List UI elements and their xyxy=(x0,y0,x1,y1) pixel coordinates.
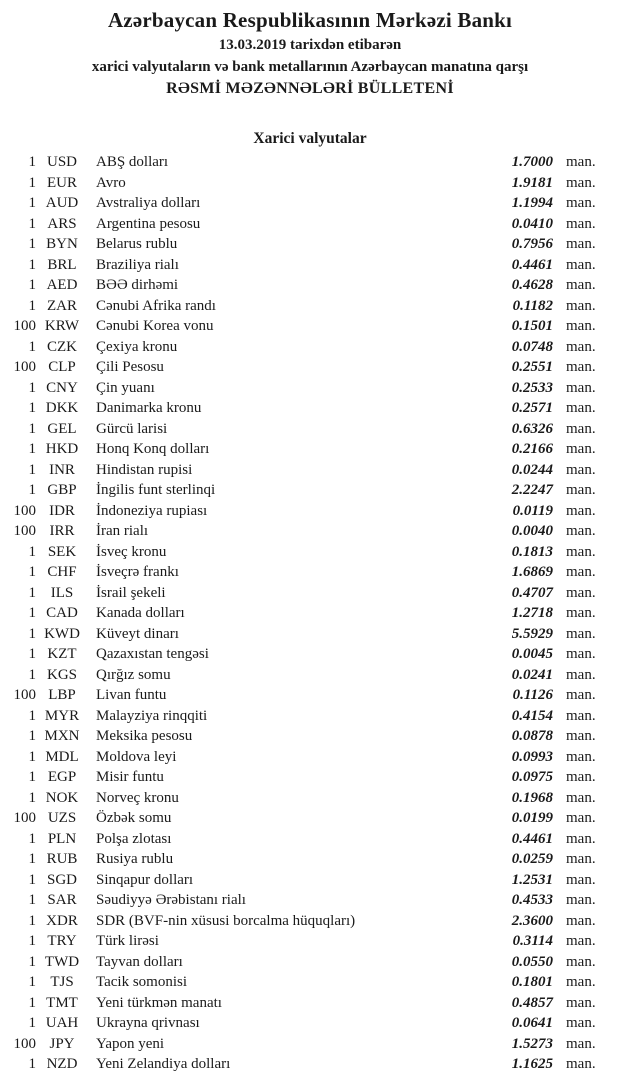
currency-quantity: 1 xyxy=(28,789,36,806)
currency-rate: 0.4461 xyxy=(511,830,553,847)
currency-quantity: 1 xyxy=(28,912,36,929)
currency-quantity: 1 xyxy=(28,1056,36,1072)
currency-quantity: 1 xyxy=(28,297,36,314)
currency-code: SGD xyxy=(46,871,77,888)
currency-code: ILS xyxy=(50,584,74,601)
currency-rate: 1.7000 xyxy=(511,154,553,170)
currency-rate: 0.4707 xyxy=(511,584,553,601)
currency-rate: 0.0119 xyxy=(512,502,553,519)
currency-code: XDR xyxy=(46,912,78,929)
currency-code: NZD xyxy=(46,1056,78,1072)
currency-unit-label: man. xyxy=(566,1056,596,1072)
currency-code: TJS xyxy=(50,974,74,990)
currency-quantity: 100 xyxy=(13,523,36,539)
currency-quantity: 1 xyxy=(28,707,36,724)
currency-unit-label: man. xyxy=(566,297,596,314)
currency-quantity: 1 xyxy=(28,871,36,888)
currency-unit-label: man. xyxy=(566,953,596,970)
currency-code: UAH xyxy=(45,1015,79,1031)
currency-quantity: 1 xyxy=(28,236,36,252)
currency-row xyxy=(0,685,620,706)
currency-rate: 0.4154 xyxy=(511,707,553,724)
currency-rate: 0.0045 xyxy=(511,646,553,662)
currency-name: Avstraliya dolları xyxy=(96,195,201,211)
currency-unit-label: man. xyxy=(566,379,596,396)
currency-rate: 0.1801 xyxy=(511,974,553,990)
currency-name: Livan funtu xyxy=(96,687,167,703)
currency-quantity: 1 xyxy=(28,748,36,765)
currency-rate: 0.0641 xyxy=(511,1015,553,1031)
currency-code: AED xyxy=(46,277,78,293)
currency-rate: 1.6869 xyxy=(511,564,553,580)
currency-quantity: 1 xyxy=(28,441,36,457)
currency-name: Tayvan dolları xyxy=(96,953,183,970)
currency-row xyxy=(0,849,620,870)
currency-code: IDR xyxy=(49,502,75,519)
currency-unit-label: man. xyxy=(566,359,596,375)
currency-quantity: 100 xyxy=(13,359,36,375)
currency-name: İndoneziya rupiası xyxy=(96,502,208,519)
currency-rate: 0.0040 xyxy=(511,523,553,539)
currency-row xyxy=(0,890,620,911)
currency-unit-label: man. xyxy=(566,871,596,888)
currency-code: TRY xyxy=(47,933,77,949)
currency-row xyxy=(0,480,620,501)
currency-name: Meksika pesosu xyxy=(96,728,193,744)
currency-row xyxy=(0,1013,620,1034)
currency-name: Gürcü larisi xyxy=(96,420,168,437)
currency-name: Kanada dolları xyxy=(96,605,185,621)
currency-quantity: 100 xyxy=(13,687,36,703)
currency-code: LBP xyxy=(48,687,76,703)
currency-row xyxy=(0,357,620,378)
currency-unit-label: man. xyxy=(566,892,596,908)
currency-unit-label: man. xyxy=(566,338,596,355)
currency-quantity: 1 xyxy=(28,420,36,437)
section-title: Xarici valyutalar xyxy=(253,130,367,147)
currency-name: Türk lirəsi xyxy=(96,933,159,949)
currency-name: BƏƏ dirhəmi xyxy=(96,277,179,293)
currency-rate: 0.2166 xyxy=(511,441,553,457)
currency-quantity: 100 xyxy=(13,810,36,826)
currency-quantity: 1 xyxy=(28,974,36,990)
currency-quantity: 100 xyxy=(13,1035,36,1052)
currency-unit-label: man. xyxy=(566,789,596,806)
currency-row xyxy=(0,398,620,419)
currency-quantity: 1 xyxy=(28,933,36,949)
currency-quantity: 1 xyxy=(28,892,36,908)
currency-unit-label: man. xyxy=(566,933,596,949)
currency-unit-label: man. xyxy=(566,912,596,929)
currency-rate: 0.0550 xyxy=(511,953,553,970)
currency-quantity: 100 xyxy=(13,502,36,519)
currency-name: Honq Konq dolları xyxy=(96,441,210,457)
currency-quantity: 1 xyxy=(28,400,36,416)
currency-rate: 0.6326 xyxy=(511,420,553,437)
currency-rate: 0.2551 xyxy=(511,359,553,375)
currency-row xyxy=(0,275,620,296)
currency-quantity: 1 xyxy=(28,195,36,211)
currency-name: Ukrayna qrivnası xyxy=(96,1015,200,1031)
currency-unit-label: man. xyxy=(566,420,596,437)
currency-row xyxy=(0,952,620,973)
currency-row xyxy=(0,829,620,850)
currency-code: KZT xyxy=(47,646,77,662)
currency-rate: 0.0244 xyxy=(511,461,553,478)
currency-unit-label: man. xyxy=(566,543,596,560)
currency-code: ZAR xyxy=(47,297,77,314)
currency-row xyxy=(0,562,620,583)
currency-name: Danimarka kronu xyxy=(96,400,202,416)
currency-unit-label: man. xyxy=(566,748,596,765)
currency-name: İran rialı xyxy=(96,523,149,539)
currency-row xyxy=(0,214,620,235)
currency-row xyxy=(0,542,620,563)
currency-name: Polşa zlotası xyxy=(96,830,172,847)
currency-row xyxy=(0,255,620,276)
currency-unit-label: man. xyxy=(566,605,596,621)
currency-row xyxy=(0,644,620,665)
currency-quantity: 1 xyxy=(28,154,36,170)
effective-date-line: 13.03.2019 tarixdən etibarən xyxy=(218,37,402,53)
currency-name: ABŞ dolları xyxy=(96,154,169,170)
currency-unit-label: man. xyxy=(566,830,596,847)
currency-row xyxy=(0,419,620,440)
subtitle-line: xarici valyutaların və bank metallarının Azərbaycan manatına qarşı xyxy=(91,59,529,75)
currency-row xyxy=(0,234,620,255)
currency-rate: 0.0259 xyxy=(511,851,553,867)
currency-rate: 0.0410 xyxy=(511,215,553,232)
currency-quantity: 1 xyxy=(28,543,36,560)
currency-quantity: 1 xyxy=(28,666,36,683)
currency-code: CZK xyxy=(47,338,77,355)
currency-row xyxy=(0,931,620,952)
currency-quantity: 1 xyxy=(28,994,36,1011)
currency-rate: 0.4628 xyxy=(511,277,553,293)
currency-name: Qazaxıstan tengəsi xyxy=(96,646,209,662)
currency-code: NOK xyxy=(45,789,79,806)
currency-row xyxy=(0,788,620,809)
currency-unit-label: man. xyxy=(566,564,596,580)
currency-rate: 0.1968 xyxy=(511,789,553,806)
currency-unit-label: man. xyxy=(566,441,596,457)
currency-unit-label: man. xyxy=(566,236,596,252)
currency-rate: 0.1501 xyxy=(511,318,553,334)
currency-code: CAD xyxy=(46,605,78,621)
currency-code: MXN xyxy=(44,728,80,744)
currency-code: MDL xyxy=(45,748,79,765)
currency-name: Çexiya kronu xyxy=(96,338,178,355)
currency-unit-label: man. xyxy=(566,256,596,273)
currency-code: ARS xyxy=(47,215,77,232)
currency-quantity: 100 xyxy=(13,318,36,334)
currency-unit-label: man. xyxy=(566,174,596,191)
currency-row xyxy=(0,726,620,747)
currency-name: İngilis funt sterlinqi xyxy=(96,482,216,498)
currency-unit-label: man. xyxy=(566,851,596,867)
currency-row xyxy=(0,521,620,542)
currency-name: Avro xyxy=(96,174,126,191)
currency-rate: 0.0975 xyxy=(511,769,553,785)
currency-rate: 1.1625 xyxy=(511,1056,553,1072)
currency-code: CLP xyxy=(48,359,76,375)
currency-row xyxy=(0,1034,620,1055)
currency-name: Səudiyyə Ərəbistanı rialı xyxy=(96,892,246,908)
currency-code: INR xyxy=(49,461,75,478)
currency-row xyxy=(0,624,620,645)
currency-quantity: 1 xyxy=(28,1015,36,1031)
currency-unit-label: man. xyxy=(566,461,596,478)
currency-code: JPY xyxy=(49,1035,75,1052)
currency-quantity: 1 xyxy=(28,174,36,191)
currency-quantity: 1 xyxy=(28,830,36,847)
currency-name: Cənubi Korea vonu xyxy=(96,318,214,334)
currency-rate: 0.0748 xyxy=(511,338,553,355)
currency-code: KRW xyxy=(44,318,80,334)
currency-quantity: 1 xyxy=(28,605,36,621)
currency-unit-label: man. xyxy=(566,707,596,724)
currency-unit-label: man. xyxy=(566,810,596,826)
currency-code: BRL xyxy=(47,256,77,273)
currency-rate: 1.5273 xyxy=(511,1035,553,1052)
currency-unit-label: man. xyxy=(566,687,596,703)
currency-row xyxy=(0,193,620,214)
currency-quantity: 1 xyxy=(28,625,36,642)
currency-name: İsveç kronu xyxy=(96,543,167,560)
currency-row xyxy=(0,665,620,686)
currency-row xyxy=(0,296,620,317)
currency-code: EUR xyxy=(47,174,77,191)
currency-row xyxy=(0,1054,620,1073)
currency-unit-label: man. xyxy=(566,974,596,990)
currency-rate: 0.0199 xyxy=(511,810,553,826)
currency-unit-label: man. xyxy=(566,318,596,334)
currency-name: İsrail şekeli xyxy=(96,584,166,601)
currency-name: Yapon yeni xyxy=(96,1035,165,1052)
currency-unit-label: man. xyxy=(566,502,596,519)
currency-code: GEL xyxy=(47,420,77,437)
currency-quantity: 1 xyxy=(28,215,36,232)
currency-code: GBP xyxy=(47,482,77,498)
currency-name: Belarus rublu xyxy=(96,236,178,252)
currency-rate: 5.5929 xyxy=(511,625,553,642)
currency-code: DKK xyxy=(45,400,79,416)
currency-quantity: 1 xyxy=(28,564,36,580)
currency-code: UZS xyxy=(47,810,77,826)
currency-unit-label: man. xyxy=(566,400,596,416)
currency-row xyxy=(0,501,620,522)
currency-quantity: 1 xyxy=(28,461,36,478)
currency-name: Moldova leyi xyxy=(96,748,177,765)
currency-code: SEK xyxy=(47,543,77,560)
currency-rate: 0.4461 xyxy=(511,256,553,273)
currency-row xyxy=(0,337,620,358)
currency-row xyxy=(0,583,620,604)
currency-unit-label: man. xyxy=(566,625,596,642)
currency-row xyxy=(0,706,620,727)
currency-name: Tacik somonisi xyxy=(96,974,188,990)
currency-rate: 1.9181 xyxy=(511,174,553,191)
currency-rate: 0.0878 xyxy=(511,728,553,744)
currency-rate: 0.4533 xyxy=(511,892,553,908)
currency-quantity: 1 xyxy=(28,379,36,396)
bank-title: Azərbaycan Respublikasının Mərkəzi Bankı xyxy=(107,8,513,32)
currency-rate: 0.0241 xyxy=(511,666,553,683)
currency-rate: 0.1813 xyxy=(511,543,553,560)
currency-name: Qırğız somu xyxy=(96,666,171,683)
currency-rate: 2.2247 xyxy=(511,482,553,498)
currency-row xyxy=(0,460,620,481)
currency-code: RUB xyxy=(46,851,78,867)
currency-code: IRR xyxy=(49,523,75,539)
currency-code: AUD xyxy=(45,195,79,211)
currency-unit-label: man. xyxy=(566,1035,596,1052)
rates-table-body xyxy=(0,152,620,1073)
currency-quantity: 1 xyxy=(28,851,36,867)
currency-quantity: 1 xyxy=(28,482,36,498)
currency-name: Özbək somu xyxy=(96,810,172,826)
currency-row xyxy=(0,972,620,993)
currency-name: Hindistan rupisi xyxy=(96,461,193,478)
currency-code: KWD xyxy=(44,625,80,642)
currency-rate: 1.2718 xyxy=(511,605,553,621)
currency-unit-label: man. xyxy=(566,482,596,498)
currency-row xyxy=(0,870,620,891)
currency-row xyxy=(0,993,620,1014)
currency-row xyxy=(0,173,620,194)
currency-unit-label: man. xyxy=(566,1015,596,1031)
currency-rate: 0.2533 xyxy=(511,379,553,396)
currency-name: SDR (BVF-nin xüsusi borcalma hüquqları) xyxy=(96,912,356,929)
currency-name: İsveçrə frankı xyxy=(96,564,179,580)
currency-quantity: 1 xyxy=(28,728,36,744)
currency-name: Cənubi Afrika randı xyxy=(96,297,216,314)
currency-quantity: 1 xyxy=(28,646,36,662)
currency-code: USD xyxy=(46,154,77,170)
currency-quantity: 1 xyxy=(28,584,36,601)
currency-name: Misir funtu xyxy=(96,769,164,785)
currency-code: BYN xyxy=(46,236,78,252)
currency-row xyxy=(0,378,620,399)
currency-row xyxy=(0,808,620,829)
currency-unit-label: man. xyxy=(566,523,596,539)
currency-quantity: 1 xyxy=(28,769,36,785)
currency-name: Argentina pesosu xyxy=(96,215,201,232)
currency-row xyxy=(0,767,620,788)
currency-quantity: 1 xyxy=(28,338,36,355)
currency-unit-label: man. xyxy=(566,666,596,683)
currency-name: Braziliya rialı xyxy=(96,256,179,273)
currency-row xyxy=(0,439,620,460)
currency-unit-label: man. xyxy=(566,994,596,1011)
currency-code: KGS xyxy=(46,666,77,683)
document-header xyxy=(0,0,620,100)
currency-rate: 0.4857 xyxy=(511,994,553,1011)
currency-rate: 0.7956 xyxy=(511,236,553,252)
currency-unit-label: man. xyxy=(566,277,596,293)
currency-name: Çili Pesosu xyxy=(96,359,164,375)
currency-rate: 0.1126 xyxy=(512,687,553,703)
currency-rate: 0.3114 xyxy=(512,933,553,949)
currency-code: SAR xyxy=(47,892,77,908)
currency-row xyxy=(0,911,620,932)
currency-unit-label: man. xyxy=(566,769,596,785)
currency-row xyxy=(0,316,620,337)
currency-code: PLN xyxy=(47,830,77,847)
currency-rate: 0.1182 xyxy=(512,297,553,314)
currency-code: CHF xyxy=(47,564,77,580)
currency-name: Yeni türkmən manatı xyxy=(96,994,222,1011)
currency-rate: 0.2571 xyxy=(511,400,553,416)
currency-name: Sinqapur dolları xyxy=(96,871,194,888)
currency-unit-label: man. xyxy=(566,728,596,744)
currency-quantity: 1 xyxy=(28,277,36,293)
currency-code: EGP xyxy=(47,769,77,785)
currency-name: Küveyt dinarı xyxy=(96,625,179,642)
bulletin-title: RƏSMİ MƏZƏNNƏLƏRİ BÜLLETENİ xyxy=(166,80,454,97)
currency-code: TMT xyxy=(46,994,78,1011)
currency-row xyxy=(0,152,620,173)
currency-unit-label: man. xyxy=(566,154,596,170)
currency-row xyxy=(0,603,620,624)
currency-row xyxy=(0,747,620,768)
currency-name: Çin yuanı xyxy=(96,379,155,396)
currency-quantity: 1 xyxy=(28,953,36,970)
currency-rate: 0.0993 xyxy=(511,748,553,765)
currency-unit-label: man. xyxy=(566,215,596,232)
currency-code: MYR xyxy=(44,707,80,724)
currency-name: Rusiya rublu xyxy=(96,851,174,867)
currency-rate: 1.1994 xyxy=(511,195,553,211)
currency-code: CNY xyxy=(46,379,78,396)
currency-name: Norveç kronu xyxy=(96,789,179,806)
currency-name: Yeni Zelandiya dolları xyxy=(96,1056,231,1072)
currency-unit-label: man. xyxy=(566,584,596,601)
currency-unit-label: man. xyxy=(566,195,596,211)
currency-rate: 2.3600 xyxy=(511,912,553,929)
currency-quantity: 1 xyxy=(28,256,36,273)
currency-name: Malayziya rinqqiti xyxy=(96,707,208,724)
currency-rate: 1.2531 xyxy=(511,871,553,888)
currency-code: TWD xyxy=(44,953,80,970)
currency-code: HKD xyxy=(45,441,79,457)
currency-unit-label: man. xyxy=(566,646,596,662)
